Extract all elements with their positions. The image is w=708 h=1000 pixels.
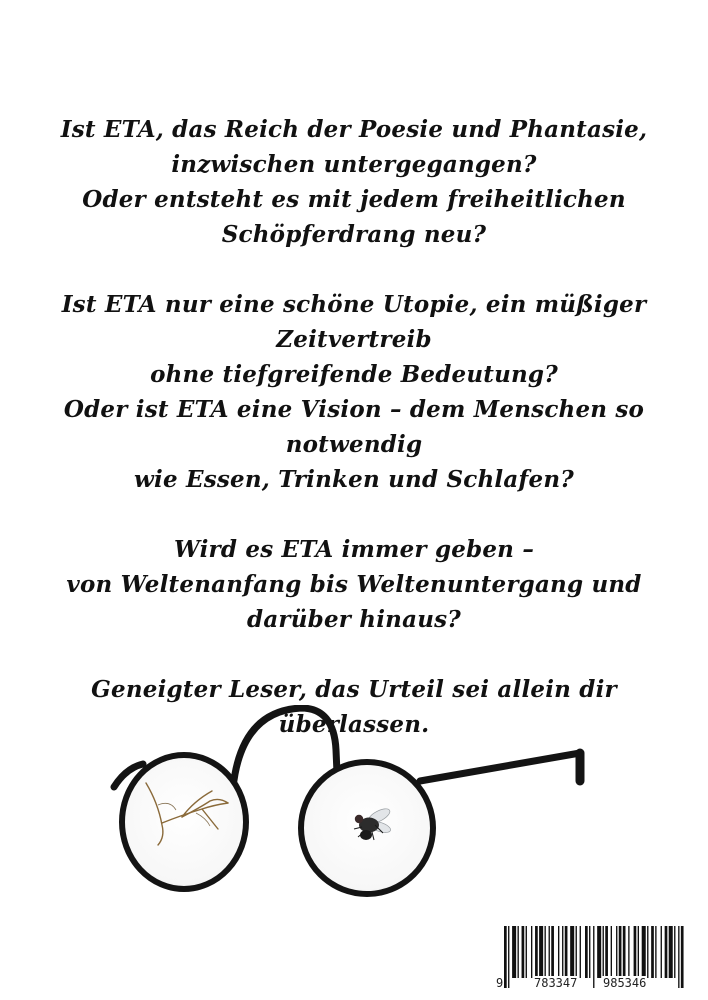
text-line: darüber hinaus? xyxy=(247,606,461,633)
barcode-bar xyxy=(539,926,543,978)
text-line: Oder entsteht es mit jedem freiheitlichen xyxy=(82,186,626,213)
barcode-bar xyxy=(545,926,546,978)
text-line: Ist ETA, das Reich der Poesie und Phantasie, xyxy=(60,116,648,143)
barcode-bar xyxy=(623,926,626,978)
left-lens xyxy=(122,755,246,889)
barcode-bar xyxy=(603,926,604,978)
barcode-bar xyxy=(605,926,608,978)
right-temple-arm xyxy=(420,753,580,781)
barcode-bar xyxy=(549,926,550,978)
text-line: Geneigter Leser, das Urteil sei allein dir xyxy=(91,676,617,703)
barcode-bar xyxy=(597,926,601,978)
barcode-bar xyxy=(611,926,612,978)
barcode-bar xyxy=(589,926,590,978)
isbn-digits xyxy=(486,974,698,990)
barcode-bar xyxy=(669,926,673,978)
barcode-bar xyxy=(522,926,525,978)
barcode-bar xyxy=(619,926,622,978)
eyeglasses-illustration xyxy=(110,705,615,920)
barcode-bar xyxy=(616,926,617,978)
text-line: überlassen. xyxy=(278,711,430,738)
isbn-left-digits: 783347 xyxy=(534,976,578,990)
barcode-bar xyxy=(562,926,563,978)
barcode-bar xyxy=(585,926,588,978)
barcode-bar xyxy=(531,926,532,978)
text-line: notwendig xyxy=(285,431,423,458)
barcode-bar xyxy=(570,926,574,978)
text-line: von Weltenanfang bis Weltenuntergang und xyxy=(66,571,642,598)
barcode-bar xyxy=(642,926,646,978)
isbn-right-digits: 985346 xyxy=(603,976,647,990)
text-line: ohne tiefgreifende Bedeutung? xyxy=(150,361,558,388)
barcode-bar xyxy=(661,926,662,978)
paragraph-1 xyxy=(0,112,708,252)
barcode-bar xyxy=(674,926,675,978)
barcode-bar xyxy=(576,926,577,978)
text-line: Wird es ETA immer geben – xyxy=(173,536,535,563)
text-line: Schöpferdrang neu? xyxy=(221,221,487,248)
barcode-bar xyxy=(638,926,639,978)
text-line: Zeitvertreib xyxy=(276,326,432,353)
barcode-bar xyxy=(655,926,656,978)
right-lens xyxy=(301,762,433,894)
barcode-bar xyxy=(634,926,637,978)
barcode-bar xyxy=(651,926,654,978)
paragraph-2 xyxy=(0,287,708,497)
barcode-bar xyxy=(512,926,516,978)
barcode-bar xyxy=(558,926,559,978)
text-line: inzwischen untergegangen? xyxy=(171,151,537,178)
barcode-bar xyxy=(565,926,568,978)
barcode-bar xyxy=(665,926,668,978)
barcode-bar xyxy=(551,926,554,978)
isbn-barcode xyxy=(486,920,698,996)
barcode-bar xyxy=(518,926,519,978)
paragraph-3 xyxy=(0,532,708,637)
barcode-bar xyxy=(647,926,648,978)
barcode-bar xyxy=(580,926,581,978)
barcode-bar xyxy=(526,926,527,978)
barcode-bar xyxy=(628,926,629,978)
back-cover-text xyxy=(0,112,708,742)
text-line: Ist ETA nur eine schöne Utopie, ein müßiger xyxy=(61,291,647,318)
isbn-first-digit: 9 xyxy=(496,976,504,990)
barcode-bar xyxy=(535,926,538,978)
text-line: Oder ist ETA eine Vision – dem Menschen so xyxy=(63,396,645,423)
text-line: wie Essen, Trinken und Schlafen? xyxy=(134,466,574,493)
